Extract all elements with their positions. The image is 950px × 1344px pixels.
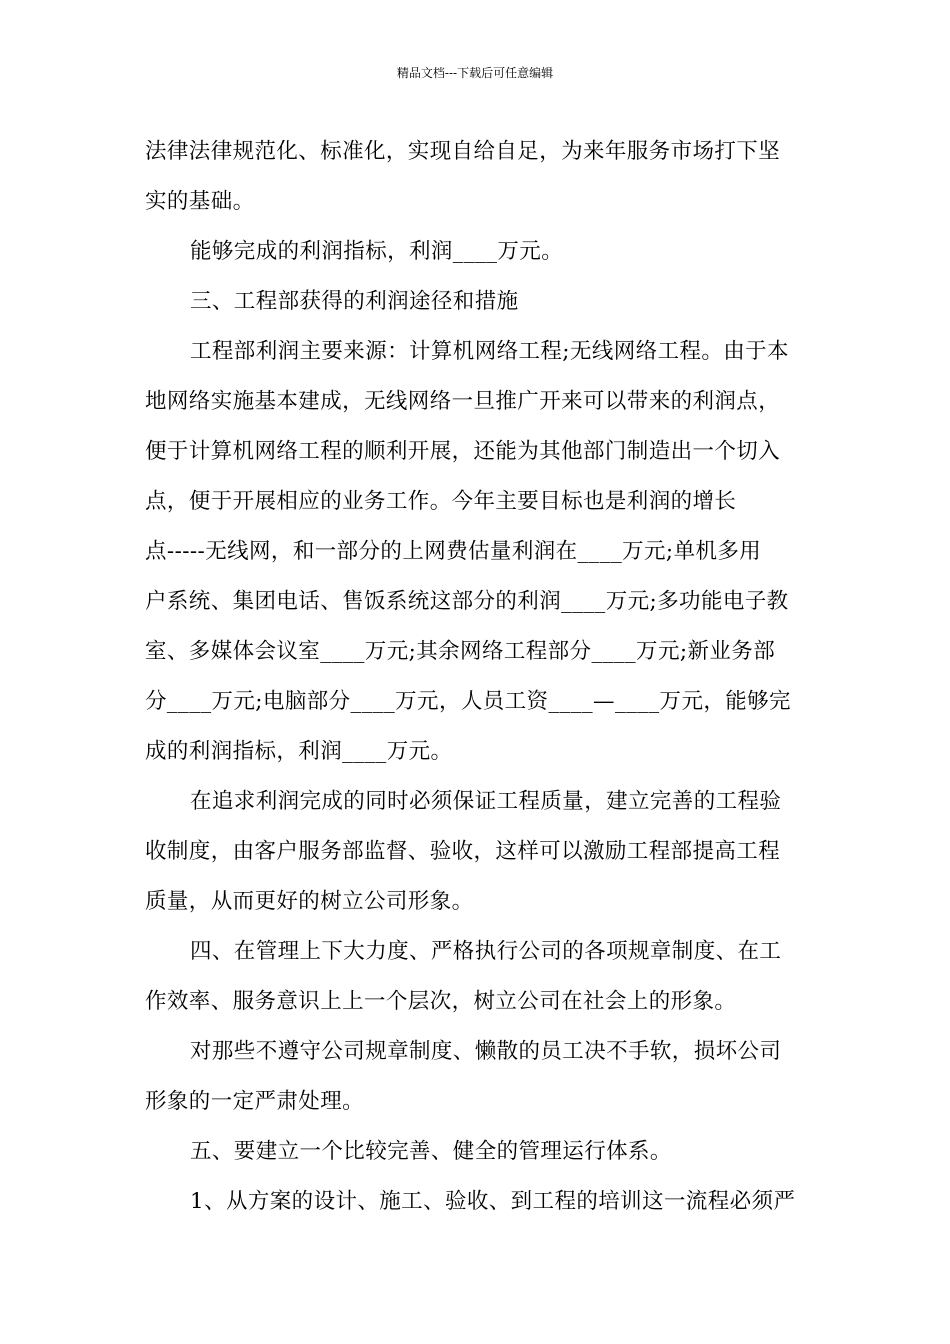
section-heading: 五、要建立一个比较完善、健全的管理运行体系。: [190, 1139, 672, 1164]
text-line: 户系统、集团电话、售饭系统这部分的利润____万元;多功能电子教: [145, 589, 789, 614]
text-line: 成的利润指标，利润____万元。: [145, 739, 453, 764]
text-line: 作效率、服务意识上上一个层次，树立公司在社会上的形象。: [145, 989, 737, 1014]
text-line: 1、从方案的设计、施工、验收、到工程的培训这一流程必须严: [190, 1189, 796, 1214]
text-line: 工程部利润主要来源：计算机网络工程;无线网络工程。由于本: [190, 339, 789, 364]
section-heading: 三、工程部获得的利润途径和措施: [190, 289, 519, 314]
text-line: 分____万元;电脑部分____万元，人员工资____—____万元，能够完: [145, 689, 791, 714]
text-line: 点，便于开展相应的业务工作。今年主要目标也是利润的增长: [145, 489, 737, 514]
text-line: 室、多媒体会议室____万元;其余网络工程部分____万元;新业务部: [145, 639, 776, 664]
text-line: 法律法律规范化、标准化，实现自给自足，为来年服务市场打下坚: [145, 139, 781, 164]
text-line: 便于计算机网络工程的顺利开展，还能为其他部门制造出一个切入: [145, 439, 781, 464]
text-line: 实的基础。: [145, 189, 255, 214]
text-line: 质量，从而更好的树立公司形象。: [145, 889, 474, 914]
text-line: 形象的一定严肃处理。: [145, 1089, 365, 1114]
text-line: 能够完成的利润指标，利润____万元。: [190, 239, 564, 264]
section-heading: 四、在管理上下大力度、严格执行公司的各项规章制度、在工: [190, 939, 782, 964]
text-line: 收制度，由客户服务部监督、验收，这样可以激励工程部提高工程: [145, 839, 781, 864]
text-line: 地网络实施基本建成，无线网络一旦推广开来可以带来的利润点，: [145, 389, 781, 414]
text-line: 对那些不遵守公司规章制度、懒散的员工决不手软，损坏公司: [190, 1039, 782, 1064]
text-line: 点-----无线网，和一部分的上网费估量利润在____万元;单机多用: [145, 539, 762, 564]
text-line: 在追求利润完成的同时必须保证工程质量，建立完善的工程验: [190, 789, 782, 814]
page-header: 精品文档---下载后可任意编辑: [396, 66, 554, 80]
